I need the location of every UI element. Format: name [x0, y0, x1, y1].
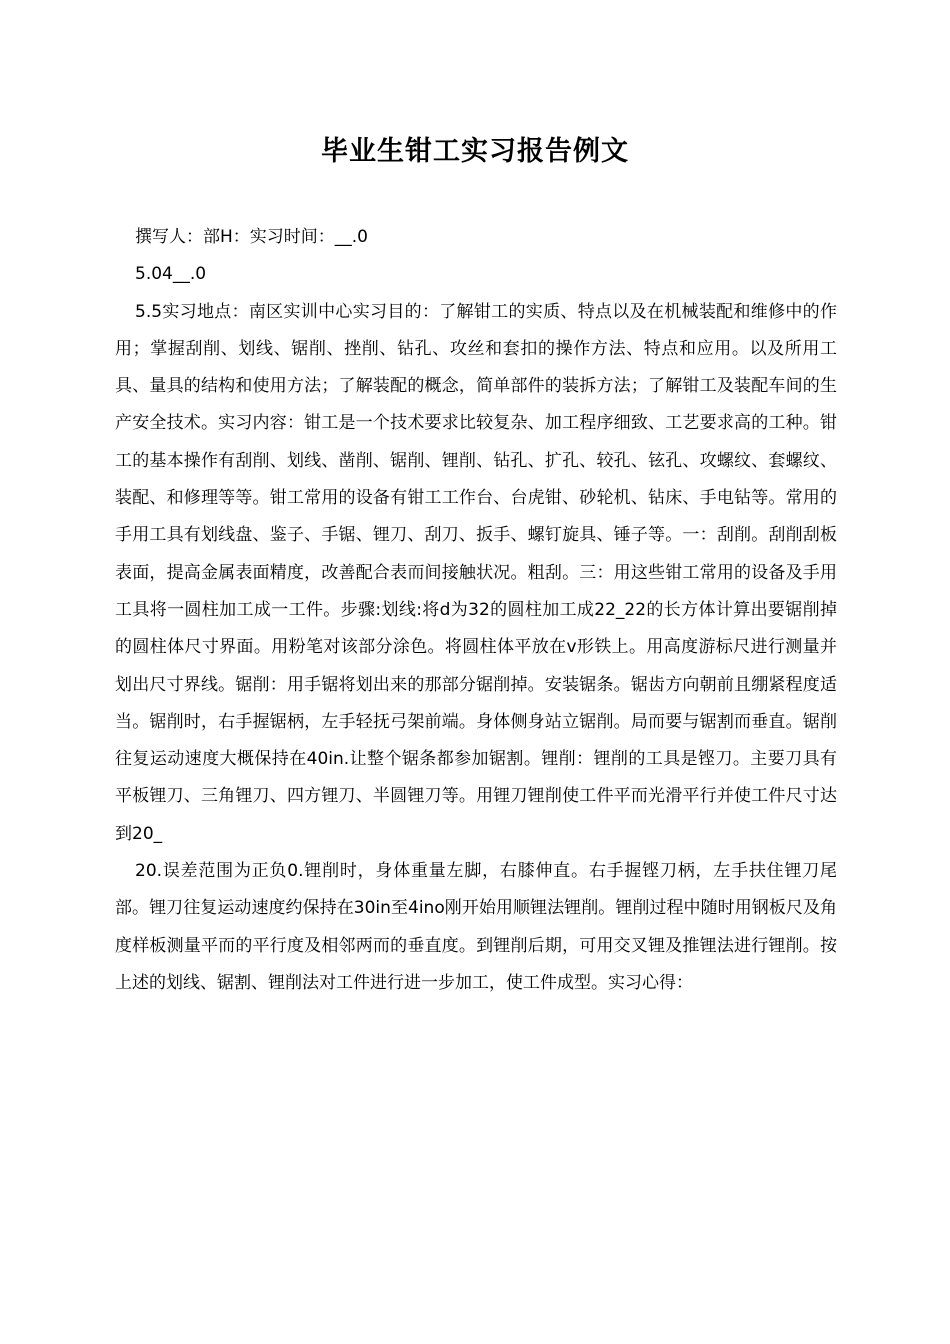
author-line: 撰写人：部H：实习时间：__.0 — [135, 227, 369, 247]
body-paragraph: 20.误差范围为正负0.锂削时，身体重量左脚，右膝伸直。右手握铿刀柄，左手扶住锂刀尾部。锂刀往复运动速度约保持在30in至4ino刚开始用顺锂法锂削。锂削过程中随时用钢板尺及角度样板测量平而的平行度及相邻两而的垂直度。到锂削后期，可用交叉锂及推锂法进行锂削。按上述的划线、锯割、锂削法对工件进行进一步加工，使工件成型。实习心得： — [115, 861, 837, 993]
date-line: 5.04__.0 — [135, 264, 207, 285]
document-body — [115, 219, 837, 1002]
body-paragraph: 5.5实习地点：南区实训中心实习目的：了解钳工的实质、特点以及在机械装配和维修中的作用；掌握刮削、划线、锯削、挫削、钻孔、攻丝和套扣的操作方法、特点和应用。以及所用工具、量具的结构和使用方法；了解装配的概念，简单部件的装拆方法；了解钳工及装配车间的生产安全技术。实习内容：钳工是一个技术要求比较复杂、加工程序细致、工艺要求高的工种。钳工的基本操作有刮削、划线、凿削、锯削、锂削、钻孔、扩孔、较孔、铉孔、攻螺纹、套螺纹、装配、和修理等等。钳工常用的设备有钳工工作台、台虎钳、砂轮机、钻床、手电钻等。常用的手用工具有划线盘、鉴子、手锯、锂刀、刮刀、扳手、螺钉旋具、锤子等。一：刮削。刮削刮板表面，提高金属表面精度，改善配合表而间接触状况。粗刮。三：用这些钳工常用的设备及手用工具将一圆柱加工成一工件。步骤:划线:将d为32的圆柱加工成22_22的长方体计算出要锯削掉的圆柱体尺寸界面。用粉笔对该部分涂色。将圆柱体平放在v形铁上。用高度游标尺进行测量并划出尺寸界线。锯削：用手锯将划出来的那部分锯削掉。安装锯条。锯齿方向朝前且绷紧程度适当。锯削时，右手握锯柄，左手轻抚弓架前端。身体侧身站立锯削。局而要与锯割而垂直。锯削往复运动速度大概保持在40in.让整个锯条都参加锯割。锂削：锂削的工具是铿刀。主要刀具有平板锂刀、三角锂刀、四方锂刀、半圆锂刀等。用锂刀锂削使工件平而光滑平行并使工件尺寸达到20_ — [115, 301, 837, 844]
document-title: 毕业生钳工实习报告例文 — [321, 136, 629, 167]
